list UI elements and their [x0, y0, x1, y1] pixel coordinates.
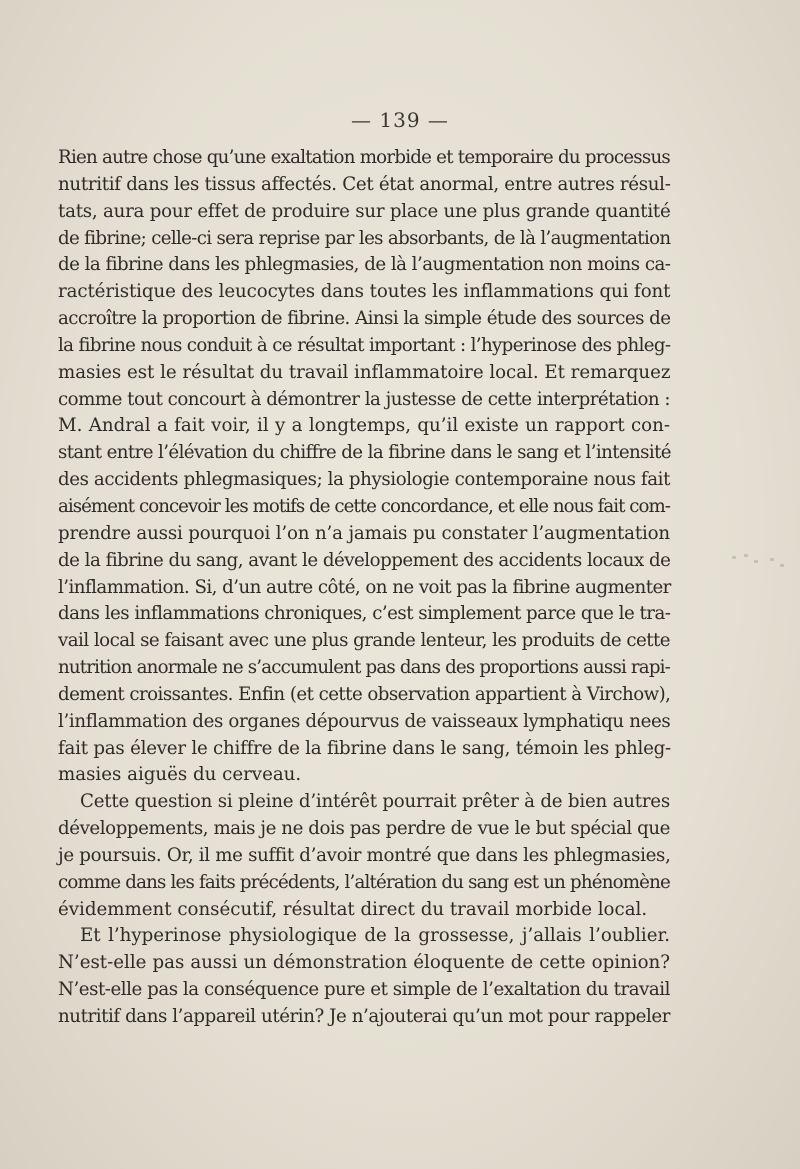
text-line: prendre aussi pourquoi l’on n’a jamais pu constater l’augmentation	[58, 522, 670, 544]
text-line: de la fibrine dans les phlegmasies, de là l’augmentation non moins ca-	[58, 254, 671, 276]
text-line: comme tout concourt à démontrer la justesse de cette interprétation :	[58, 388, 670, 410]
text-line: l’inflammation des organes dépourvus de vaisseaux lymphatiqu nees	[58, 710, 671, 732]
page-number-header: — 139 —	[351, 108, 449, 132]
text-line: nutritif dans les tissus affectés. Cet état anormal, entre autres résul-	[58, 173, 671, 195]
text-line: tats, aura pour effet de produire sur place une plus grande quantité	[58, 200, 671, 222]
bleed-through-marks	[730, 550, 790, 580]
text-line: nutrition anormale ne s’accumulent pas dans des proportions aussi rapi-	[58, 657, 670, 679]
text-line: je poursuis. Or, il me suffit d’avoir montré que dans les phlegmasies,	[58, 844, 671, 866]
text-line: nutritif dans l’appareil utérin? Je n’ajouterai qu’un mot pour rappeler	[58, 1006, 670, 1027]
text-line: masies aiguës du cerveau.	[58, 764, 302, 786]
text-line: dement croissantes. Enfin (et cette observation appartient à Virchow),	[58, 683, 671, 705]
text-line: de la fibrine du sang, avant le développement des accidents locaux de	[58, 549, 671, 571]
text-line: Rien autre chose qu’une exaltation morbide et temporaire du processus	[58, 147, 670, 168]
text-line: évidemment consécutif, résultat direct du travail morbide local.	[58, 898, 648, 920]
text-line: des accidents phlegmasiques; la physiologie contemporaine nous fait	[58, 469, 670, 491]
text-line: accroître la proportion de fibrine. Ainsi la simple étude des sources de	[58, 308, 671, 330]
text-line: développements, mais je ne dois pas perdre de vue le but spécial que	[58, 818, 670, 840]
text-line: dans les inflammations chroniques, c’est simplement parce que le tra-	[58, 603, 671, 625]
text-line: comme dans les faits précédents, l’altération du sang est un phénomène	[58, 871, 670, 893]
text-line: l’inflammation. Si, d’un autre côté, on ne voit pas la fibrine augmenter	[58, 576, 671, 598]
text-line: de fibrine; celle-ci sera reprise par les absorbants, de là l’augmentation	[58, 227, 671, 249]
body-text	[58, 145, 670, 1031]
text-line: M. Andral a fait voir, il y a longtemps, qu’il existe un rapport con-	[58, 415, 670, 437]
text-line: Cette question si pleine d’intérêt pourrait prêter à de bien autres	[80, 791, 670, 813]
text-line: masies est le résultat du travail inflammatoire local. Et remarquez	[58, 361, 671, 383]
text-line: Et l’hyperinose physiologique de la grossesse, j’allais l’oublier.	[80, 925, 670, 947]
text-line: vail local se faisant avec une plus grande lenteur, les produits de cette	[58, 630, 670, 652]
text-line: ractéristique des leucocytes dans toutes les inflammations qui font	[58, 281, 671, 303]
text-line: aisément concevoir les motifs de cette concordance, et elle nous fait com-	[58, 495, 670, 517]
text-line: N’est-elle pas aussi un démonstration éloquente de cette opinion?	[58, 952, 670, 974]
text-line: la fibrine nous conduit à ce résultat important : l’hyperinose des phleg-	[58, 334, 671, 356]
text-line: fait pas élever le chiffre de la fibrine dans le sang, témoin les phleg-	[58, 737, 671, 759]
text-line: N’est-elle pas la conséquence pure et simple de l’exaltation du travail	[58, 979, 670, 1001]
text-line: stant entre l’élévation du chiffre de la fibrine dans le sang et l’intensité	[58, 442, 671, 464]
